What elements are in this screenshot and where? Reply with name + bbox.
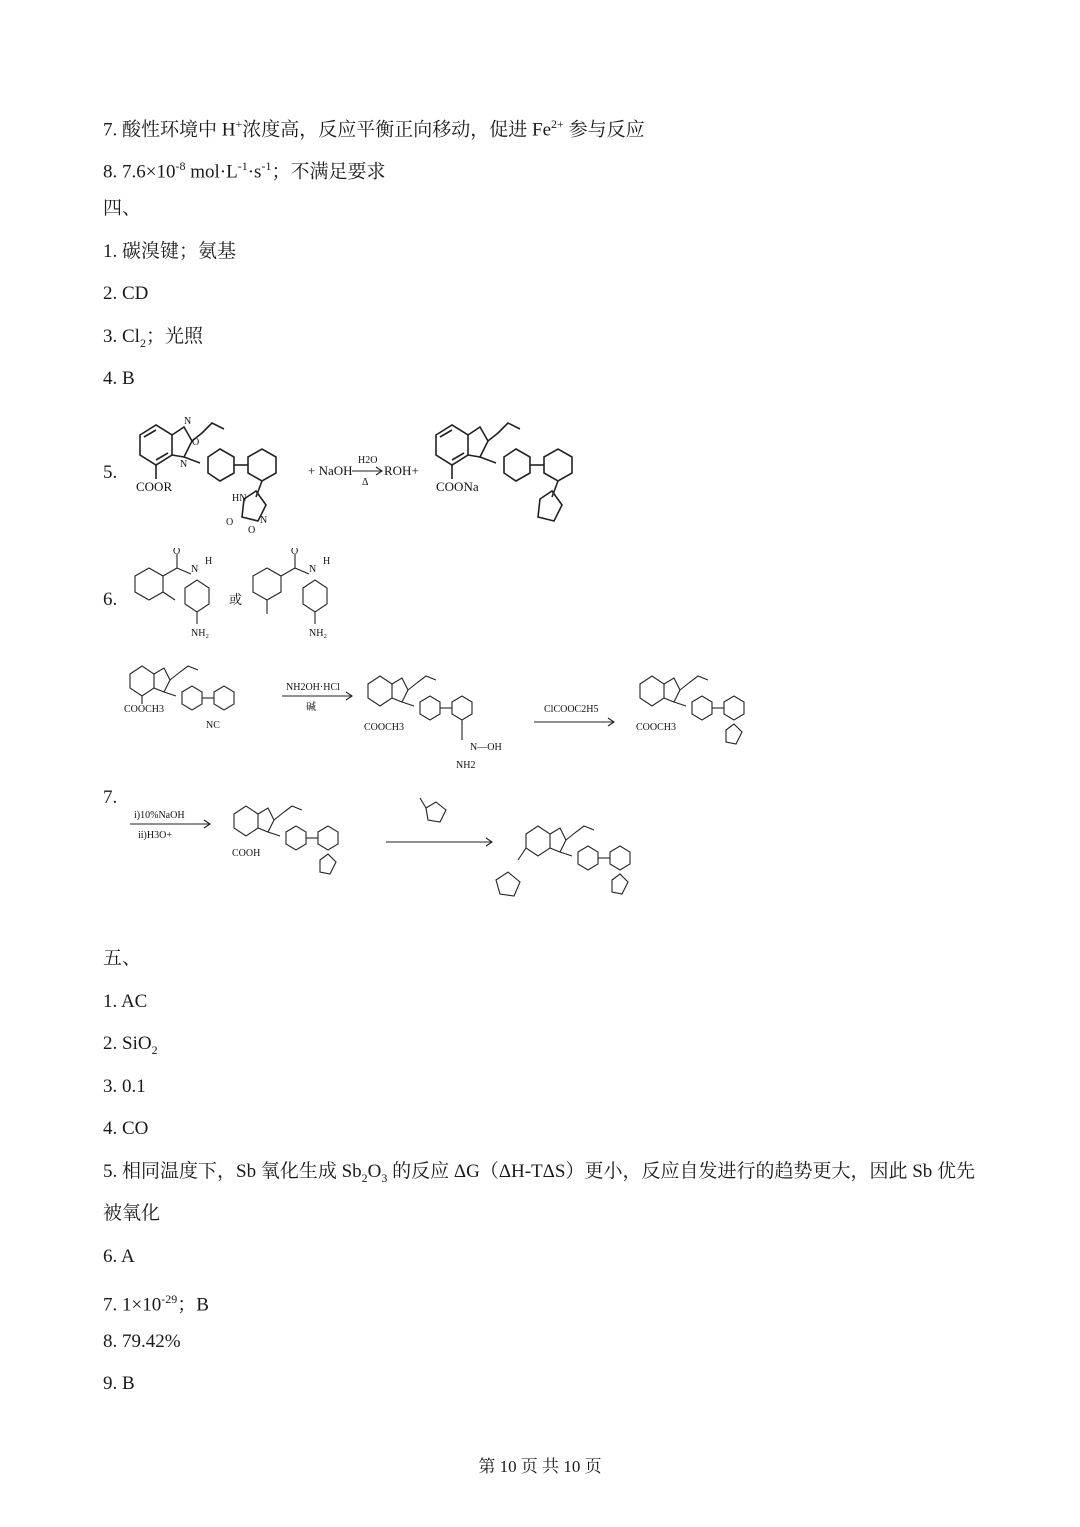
answer-5-6: 6. A <box>103 1246 135 1267</box>
condition-heat: Δ <box>362 477 369 488</box>
reagent-naoh: + NaOH <box>308 463 353 478</box>
label-nh2: NH2 <box>456 760 476 771</box>
structures-4-6 <box>125 548 365 648</box>
svg-text:O: O <box>192 437 200 448</box>
answer-5-5-line1: 5. 相同温度下，Sb 氧化生成 $Sb_2O_3$ 的反应 ΔG（ΔH-TΔS）更小，反应自发进行的趋势更大，因此 Sb 优先 <box>103 1161 976 1185</box>
condition-water: H2O <box>358 455 378 466</box>
reaction-svg <box>120 405 620 540</box>
label-cooch3-b: COOCH3 <box>364 722 405 733</box>
answer-5-3: 3. 0.1 <box>103 1076 146 1097</box>
svg-text:HN: HN <box>232 493 247 504</box>
answer-5-8: 8. 79.42% <box>103 1331 181 1352</box>
product-roh: ROH+ <box>384 463 419 478</box>
svg-text:N: N <box>180 459 188 470</box>
reaction-equation-4-5 <box>120 405 620 540</box>
benzimidazole-right <box>436 423 572 521</box>
svg-text:NH₂: NH₂ <box>309 628 327 639</box>
molecule-acid <box>234 806 338 874</box>
reagent-naoh-step: i)10%NaOH <box>134 810 185 821</box>
amide-structures-svg <box>125 548 365 648</box>
reagent-base: 碱 <box>306 702 316 713</box>
answer-4-5-number: 5. <box>103 462 118 483</box>
svg-text:O: O <box>248 525 256 536</box>
label-cooch3-a: COOCH3 <box>124 704 165 715</box>
item-number: 7. <box>103 119 118 141</box>
answer-5-9: 9. B <box>103 1373 135 1394</box>
answer-5-2: 2. SiO$_2$ <box>103 1033 158 1057</box>
label-nc: NC <box>206 720 220 731</box>
svg-text:O: O <box>226 517 234 528</box>
answer-4-7-number: 7. <box>103 787 118 808</box>
label-cooh: COOH <box>232 848 261 859</box>
reagent-hydroxylamine: NH2OH·HCl <box>286 682 340 693</box>
answer-5-4: 4. CO <box>103 1118 149 1139</box>
reagent-dioxolone <box>420 798 446 822</box>
benzimidazole-left <box>140 423 276 521</box>
label-amidoxime: N—OH <box>470 742 502 753</box>
answer-5-1: 1. AC <box>103 991 148 1012</box>
label-cooch3-c: COOCH3 <box>636 722 677 733</box>
svg-text:O: O <box>291 548 299 557</box>
synthesis-route-4-7 <box>120 650 820 940</box>
answer-3-8: 8. $7.6\times 10^{-8}$ $mol\cdot L^{-1}\cdot s^{-1}$；不满足要求 <box>103 159 386 183</box>
carboxylate-group-label: COONa <box>436 479 479 494</box>
svg-text:N: N <box>309 564 317 575</box>
answer-4-6-number: 6. <box>103 589 118 610</box>
svg-text:H: H <box>323 556 331 567</box>
answer-4-2: 2. CD <box>103 283 149 304</box>
svg-text:N: N <box>184 416 192 427</box>
synthesis-svg <box>120 650 820 940</box>
svg-text:N: N <box>191 564 199 575</box>
answer-4-4: 4. B <box>103 368 135 389</box>
svg-text:N: N <box>260 515 268 526</box>
reagent-chloroformate: ClCOOC2H5 <box>544 704 599 715</box>
answer-5-7: 7. $1\times 10^{-29}$；B <box>103 1292 209 1316</box>
molecule-final-ester <box>496 826 630 896</box>
ester-group-label: COOR <box>136 479 173 494</box>
molecule-oxadiazolone <box>640 676 744 744</box>
svg-text:H: H <box>205 556 213 567</box>
answer-3-7: 7. 酸性环境中 H+浓度高，反应平衡正向移动，促进 $Fe^{2+}$ 参与反应 <box>103 117 645 141</box>
section-heading-5: 五、 <box>103 948 142 969</box>
page-footer: 第 10 页 共 10 页 <box>478 1457 602 1476</box>
answer-4-1: 1. 碳溴键；氨基 <box>103 241 237 262</box>
section-heading-4: 四、 <box>103 198 142 219</box>
svg-text:NH₂: NH₂ <box>191 628 209 639</box>
answer-4-3: 3. $Cl_2$；光照 <box>103 326 203 350</box>
answer-5-5-line2: 被氧化 <box>103 1203 161 1224</box>
or-text: 或 <box>229 592 243 607</box>
svg-text:O: O <box>173 548 181 557</box>
reagent-acid-step: ii)H3O+ <box>138 830 172 841</box>
